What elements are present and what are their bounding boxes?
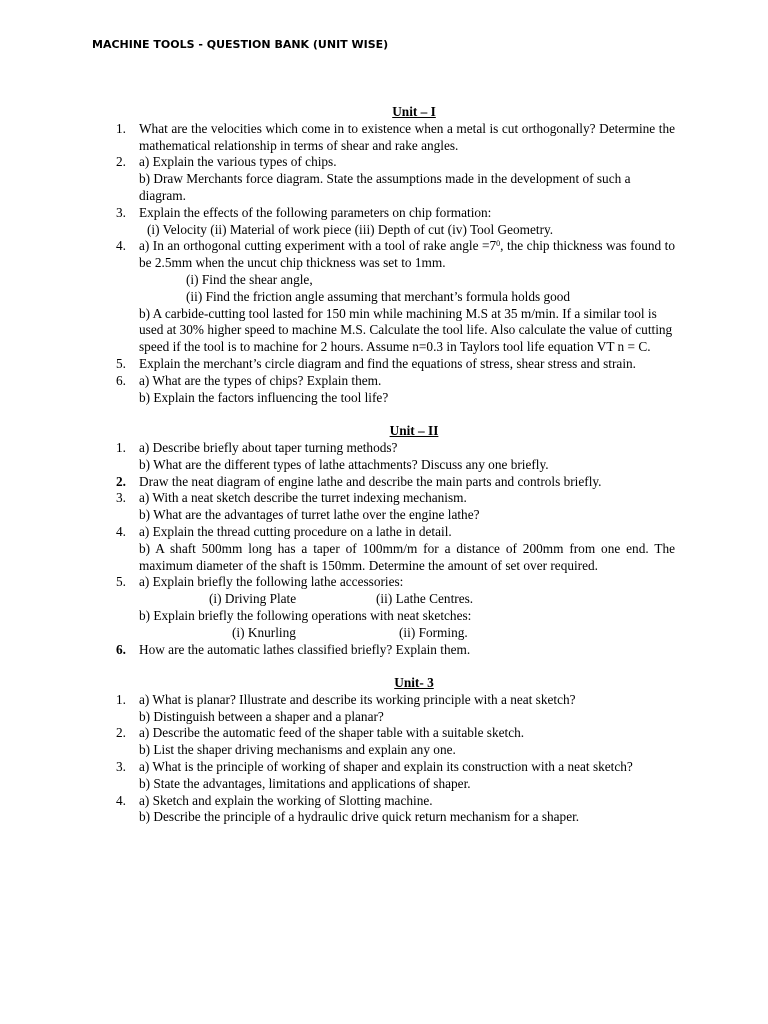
question-part-a: a) Explain briefly the following lathe accessories: [139, 574, 404, 590]
question-part-a: a) Explain the various types of chips. [139, 154, 337, 170]
question-part-b: b) List the shaper driving mechanisms and explain any one. [139, 742, 456, 758]
unit-2-question-5 [0, 574, 768, 641]
unit-1-question-2 [0, 154, 768, 204]
question-text: Explain the merchant’s circle diagram and find the equations of stress, shear stress and strain. [139, 355, 637, 371]
question-number: 5. [116, 355, 126, 371]
unit-1-question-4 [0, 238, 768, 356]
question-part-b: b) What are the advantages of turret lathe over the engine lathe? [139, 507, 480, 523]
question-number: 2. [116, 725, 126, 741]
question-number: 1. [116, 120, 126, 136]
question-number: 2. [116, 154, 126, 170]
question-number: 1. [116, 439, 126, 455]
question-number: 3. [116, 490, 126, 506]
question-number: 3. [116, 204, 126, 220]
part-a-text-cont: , the chip thickness was found to be 2.5mm when the uncut chip thickness was set to 1mm. [139, 238, 676, 271]
question-part-b: b) What are the different types of lathe attachments? Discuss any one briefly. [139, 456, 549, 472]
unit-2-title: Unit – II [389, 423, 439, 439]
sub-item-knurling: (i) Knurling [232, 624, 296, 640]
question-part-b: b) A shaft 500mm long has a taper of 100mm/m for a distance of 200mm from one end. The maximum diameter of the shaft is 150mm. Determine the amount of set over required. [139, 540, 675, 573]
question-number: 5. [116, 574, 126, 590]
question-part-b: b) A carbide-cutting tool lasted for 150 min while machining M.S at 35 m/min. If a similar tool is used at 30% higher speed to machine M.S. Calculate the tool life. Also calculate the value of cutting speed if the tool is to machine for 2 hours. Assume n=0.3 in Taylors tool life equation VT n = C. [139, 305, 673, 355]
question-part-b: b) Draw Merchants force diagram. State the assumptions made in the development of such a diagram. [139, 171, 631, 203]
question-bank [0, 104, 768, 826]
question-part-b: b) Describe the principle of a hydraulic drive quick return mechanism for a shaper. [139, 809, 580, 825]
question-sub-item-1: (i) Find the shear angle, [186, 271, 313, 287]
unit-1-title: Unit – I [392, 104, 436, 119]
question-number: 4. [116, 523, 126, 539]
unit-3-question-1 [0, 692, 768, 726]
unit-2-question-3 [0, 490, 768, 524]
question-text: How are the automatic lathes classified briefly? Explain them. [139, 641, 471, 657]
question-part-a: a) What is planar? Illustrate and describe its working principle with a neat sketch? [139, 691, 576, 707]
question-sub-text: (i) Velocity (ii) Material of work piece (iii) Depth of cut (iv) Tool Geometry. [147, 221, 554, 237]
question-number: 2. [116, 473, 126, 489]
document-header: MACHINE TOOLS - QUESTION BANK (UNIT WISE) [92, 38, 389, 51]
question-part-a: a) With a neat sketch describe the turret indexing mechanism. [139, 490, 467, 506]
sub-item-lathe-centres: (ii) Lathe Centres. [376, 591, 474, 607]
unit-2-question-2 [0, 474, 768, 491]
question-text: What are the velocities which come in to existence when a metal is cut orthogonally? Determine the mathematical relationship in terms of shear and rake angles. [139, 120, 675, 153]
unit-1-question-3 [0, 205, 768, 239]
question-text: Explain the effects of the following parameters on chip formation: [139, 204, 492, 220]
operations-row [139, 625, 675, 642]
question-part-a: a) What is the principle of working of shaper and explain its construction with a neat sketch? [139, 759, 633, 775]
question-sub-item-2: (ii) Find the friction angle assuming that merchant’s formula holds good [186, 288, 571, 304]
sub-item-forming: (ii) Forming. [399, 624, 468, 640]
question-part-a: a) Explain the thread cutting procedure on a lathe in detail. [139, 523, 452, 539]
part-a-text: a) In an orthogonal cutting experiment with a tool of rake angle =7 [139, 238, 497, 254]
question-part-b: b) Explain the factors influencing the tool life? [139, 389, 389, 405]
question-number: 1. [116, 691, 126, 707]
unit-1-question-6 [0, 373, 768, 407]
question-number: 4. [116, 238, 126, 254]
unit-2-question-6 [0, 642, 768, 659]
question-part-a: a) Describe briefly about taper turning methods? [139, 439, 398, 455]
sub-item-driving-plate: (i) Driving Plate [209, 591, 297, 607]
question-number: 6. [116, 372, 126, 388]
unit-1-question-5 [0, 356, 768, 373]
unit-3-question-2 [0, 725, 768, 759]
question-text: Draw the neat diagram of engine lathe and describe the main parts and controls briefly. [139, 473, 602, 489]
degree-superscript: 0 [496, 239, 501, 249]
question-part-b: b) Explain briefly the following operations with neat sketches: [139, 607, 472, 623]
question-part-b: b) Distinguish between a shaper and a planar? [139, 708, 384, 724]
unit-3-question-3 [0, 759, 768, 793]
unit-3-title: Unit- 3 [394, 675, 434, 691]
question-part-a [139, 238, 675, 272]
unit-2-question-1 [0, 440, 768, 474]
question-part-a: a) Describe the automatic feed of the shaper table with a suitable sketch. [139, 725, 525, 741]
question-number: 3. [116, 759, 126, 775]
question-part-b: b) State the advantages, limitations and applications of shaper. [139, 775, 471, 791]
unit-1-question-1 [0, 121, 768, 155]
question-number: 6. [116, 641, 126, 657]
accessories-row [139, 591, 675, 608]
question-part-a: a) Sketch and explain the working of Slotting machine. [139, 792, 433, 808]
question-number: 4. [116, 792, 126, 808]
unit-3-question-4 [0, 793, 768, 827]
unit-2-question-4 [0, 524, 768, 574]
question-part-a: a) What are the types of chips? Explain them. [139, 372, 382, 388]
